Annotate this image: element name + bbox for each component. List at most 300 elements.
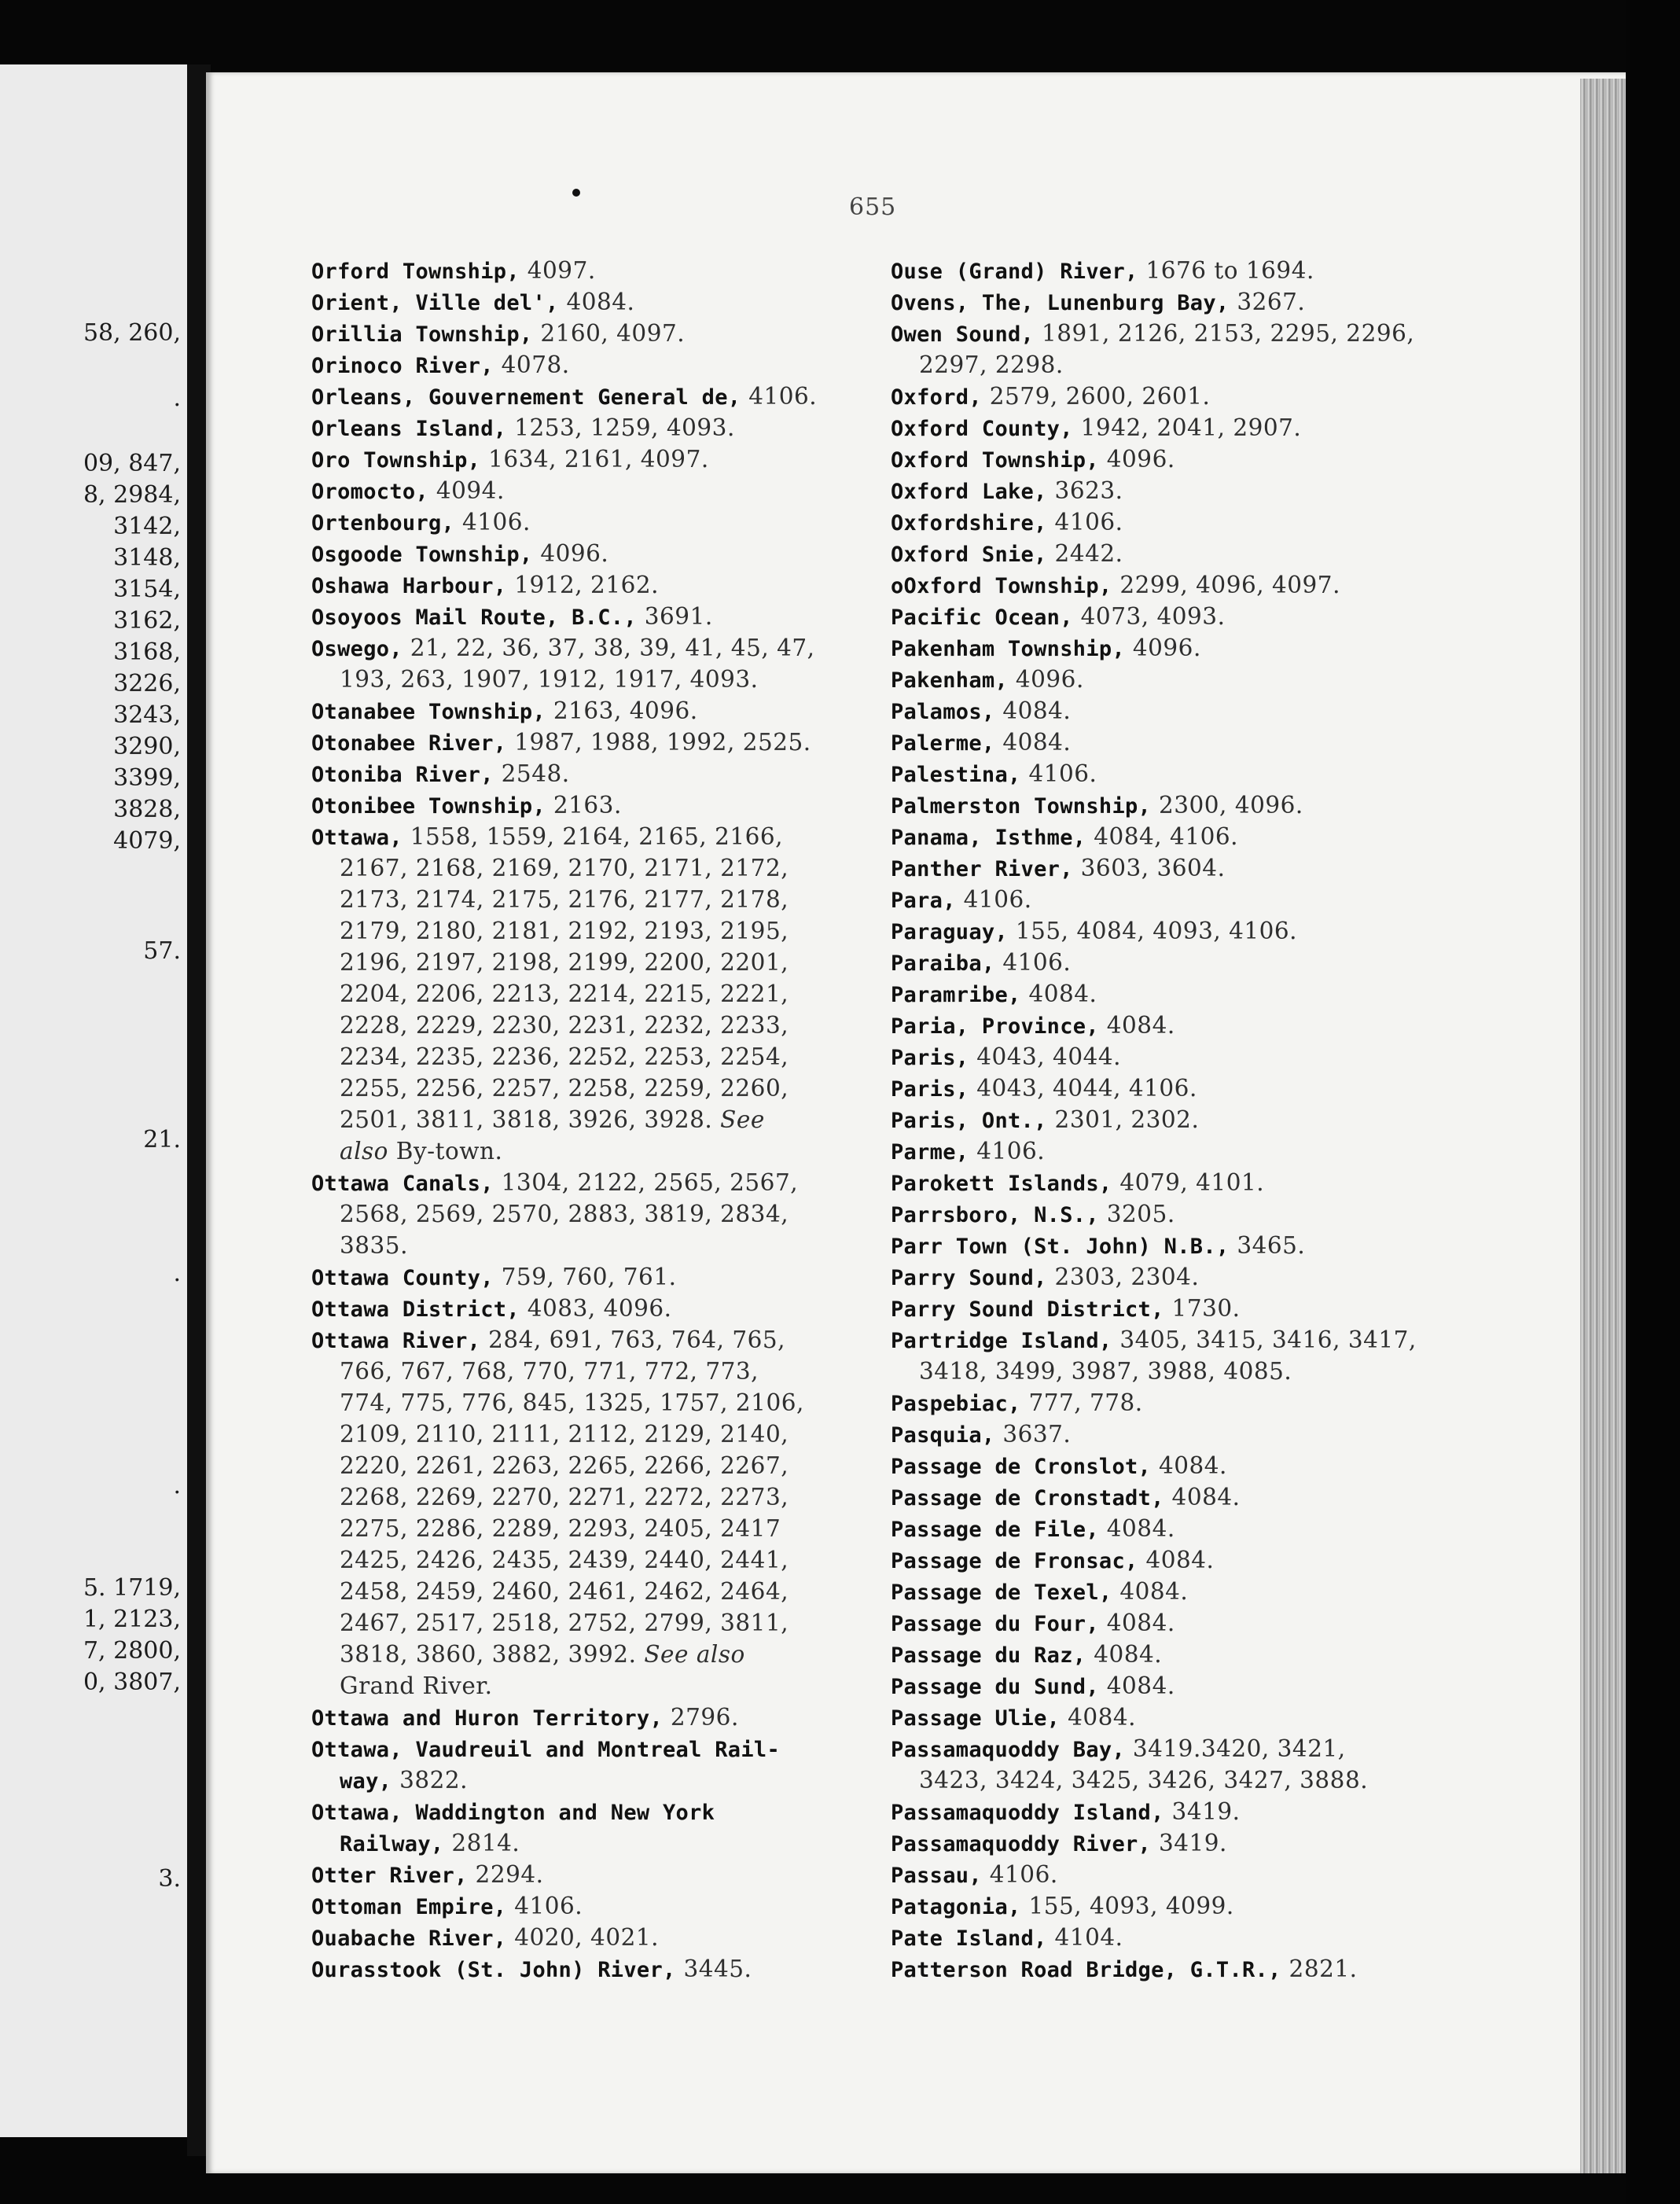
- index-entry-line: [891, 1796, 1433, 1827]
- page-references: 4104.: [1046, 1924, 1123, 1951]
- left-page-text-fragment: .: [173, 1260, 181, 1287]
- index-heading: Paris, Ont.,: [891, 1109, 1047, 1133]
- index-heading: Parry Sound District,: [891, 1297, 1164, 1322]
- index-entry-line: [891, 758, 1433, 789]
- index-heading: Ottawa and Huron Territory,: [311, 1706, 663, 1731]
- index-entry-line: [311, 1198, 852, 1230]
- index-entry-line: [891, 1010, 1433, 1041]
- page-references: 4096.: [532, 540, 609, 567]
- page-references: 284, 691, 763, 764, 765,: [480, 1326, 786, 1353]
- page-references: 4097.: [519, 257, 596, 284]
- index-heading: Paria, Province,: [891, 1014, 1099, 1039]
- index-heading: Palamos,: [891, 700, 995, 724]
- page-references: 1987, 1988, 1992, 2525.: [506, 729, 811, 756]
- page-references: 2821.: [1281, 1956, 1358, 1982]
- index-entry-line: [891, 1859, 1433, 1890]
- index-heading: Passamaquoddy Bay,: [891, 1738, 1125, 1762]
- index-heading: Ouabache River,: [311, 1926, 507, 1951]
- index-heading: Paris,: [891, 1046, 969, 1070]
- index-entry-line: [891, 1702, 1433, 1733]
- index-entry-line: [891, 318, 1433, 349]
- page-references: 3822.: [392, 1767, 469, 1794]
- index-entry-line: [311, 1576, 852, 1607]
- index-heading: Passage de Cronstadt,: [891, 1486, 1164, 1510]
- index-entry-line: [891, 538, 1433, 569]
- index-entry-line: [891, 569, 1433, 601]
- index-entry-line: [891, 664, 1433, 695]
- page-references: 4106.: [981, 1861, 1058, 1888]
- index-entry-line: [891, 412, 1433, 443]
- page-references: 2301, 2302.: [1046, 1106, 1200, 1133]
- index-entry-line: [311, 1922, 852, 1953]
- index-heading: Paspebiac,: [891, 1392, 1021, 1416]
- index-entry-line: [311, 727, 852, 758]
- index-entry-line: [311, 1953, 852, 1985]
- index-entry-line: [311, 884, 852, 915]
- index-entry-line: [311, 506, 852, 538]
- page-references: 4106.: [741, 383, 818, 410]
- index-heading: Oromocto,: [311, 480, 428, 504]
- page-references: 4106.: [1020, 760, 1097, 787]
- index-heading: Passau,: [891, 1864, 982, 1888]
- page-references: 4084.: [1086, 1641, 1163, 1668]
- left-page-text-fragment: 8, 2984,: [83, 481, 181, 509]
- page-references: 2548.: [493, 760, 570, 787]
- left-page-text-fragment: 3243,: [113, 701, 181, 729]
- page-references: 4096.: [1125, 635, 1201, 661]
- page-references: 4096.: [1098, 446, 1175, 473]
- left-page-text-fragment: 57.: [143, 937, 181, 965]
- page-references: 4106.: [994, 949, 1072, 976]
- index-entry-line: [311, 758, 852, 789]
- page-references: 1634, 2161, 4097.: [480, 446, 709, 473]
- page-references: 2173, 2174, 2175, 2176, 2177, 2178,: [340, 886, 789, 913]
- index-entry-line: [891, 1324, 1433, 1356]
- page-references: 4096.: [1008, 666, 1084, 693]
- cross-reference: also: [340, 1138, 388, 1165]
- ink-speck: [572, 189, 580, 197]
- page-references: 155, 4093, 4099.: [1020, 1893, 1234, 1919]
- index-entry-line: [891, 1733, 1433, 1764]
- page-references: 1304, 2122, 2565, 2567,: [493, 1169, 799, 1196]
- page-references: 2163, 4096.: [546, 697, 698, 724]
- left-page-text-fragment: 0, 3807,: [83, 1669, 181, 1696]
- index-heading: Orford Township,: [311, 259, 520, 284]
- index-entry-line: [891, 978, 1433, 1010]
- page-references: 2579, 2600, 2601.: [981, 383, 1211, 410]
- index-entry-line: [311, 1450, 852, 1481]
- left-page-text-fragment: .: [173, 1472, 181, 1499]
- page-references: 4084.: [994, 697, 1072, 724]
- page-references: 2275, 2286, 2289, 2293, 2405, 2417: [340, 1515, 781, 1542]
- index-heading: Palestina,: [891, 763, 1021, 787]
- index-entry-line: [891, 947, 1433, 978]
- index-heading: Passage de Cronslot,: [891, 1455, 1152, 1479]
- index-heading: Ottawa Canals,: [311, 1172, 494, 1196]
- page-references: By-town.: [388, 1138, 503, 1165]
- index-heading: Ortenbourg,: [311, 511, 455, 535]
- index-entry-line: [311, 1670, 852, 1702]
- page-references: 4084.: [1164, 1484, 1241, 1510]
- index-column-left: [311, 255, 852, 1985]
- index-heading: Oxford Snie,: [891, 543, 1047, 567]
- index-entry-line: [891, 1198, 1433, 1230]
- scan-border: [1626, 0, 1680, 2204]
- index-entry-line: [311, 412, 852, 443]
- index-heading: Oswego,: [311, 637, 403, 661]
- index-entry-line: [311, 443, 852, 475]
- index-heading: Panama, Isthme,: [891, 826, 1086, 850]
- index-entry-line: [311, 978, 852, 1010]
- page-references: 2167, 2168, 2169, 2170, 2171, 2172,: [340, 855, 789, 881]
- index-entry-line: [311, 1167, 852, 1198]
- index-entry-line: [891, 1450, 1433, 1481]
- page-references: 4084.: [1138, 1547, 1215, 1573]
- index-entry-line: [891, 1073, 1433, 1104]
- page-references: 4084.: [1020, 981, 1097, 1007]
- index-heading: Paraguay,: [891, 920, 1008, 944]
- index-entry-line: [891, 443, 1433, 475]
- page-references: 2458, 2459, 2460, 2461, 2462, 2464,: [340, 1578, 789, 1605]
- page-references: 3835.: [340, 1232, 408, 1259]
- page-references: 3405, 3415, 3416, 3417,: [1112, 1326, 1417, 1353]
- index-entry-line: [311, 538, 852, 569]
- index-entry-line: [891, 1922, 1433, 1953]
- page-references: 1676 to 1694.: [1138, 257, 1314, 284]
- index-entry-line: [311, 1293, 852, 1324]
- index-heading: Pakenham,: [891, 668, 1008, 693]
- index-heading: Paramribe,: [891, 983, 1021, 1007]
- index-heading: Oxford,: [891, 385, 982, 410]
- index-heading: Oxford Township,: [891, 448, 1099, 473]
- index-entry-line: [891, 1827, 1433, 1859]
- page-references: 4079, 4101.: [1112, 1169, 1265, 1196]
- index-entry-line: [891, 1513, 1433, 1544]
- index-entry-line: [311, 1010, 852, 1041]
- index-heading: Ottawa District,: [311, 1297, 520, 1322]
- index-entry-line: [311, 381, 852, 412]
- index-entry-line: [311, 1796, 852, 1827]
- page-references: 2255, 2256, 2257, 2258, 2259, 2260,: [340, 1075, 789, 1102]
- index-entry-line: [891, 1261, 1433, 1293]
- left-page-text-fragment: 5. 1719,: [83, 1574, 181, 1602]
- index-entry-line: [891, 1293, 1433, 1324]
- left-page-text-fragment: 3162,: [113, 607, 181, 635]
- page-references: 3205.: [1098, 1201, 1175, 1227]
- index-entry-line: [311, 1733, 852, 1764]
- left-page-text-fragment: 3168,: [113, 638, 181, 666]
- index-heading: Passamaquoddy Island,: [891, 1801, 1164, 1825]
- index-heading: Ovens, The, Lunenburg Bay,: [891, 291, 1230, 315]
- index-heading: Orient, Ville del',: [311, 291, 559, 315]
- left-page-text-fragment: 4079,: [113, 827, 181, 855]
- index-heading: Parokett Islands,: [891, 1172, 1112, 1196]
- index-heading: Oxford Lake,: [891, 480, 1047, 504]
- index-heading: Ottawa River,: [311, 1329, 481, 1353]
- page-references: 155, 4084, 4093, 4106.: [1008, 918, 1298, 944]
- index-heading: Panther River,: [891, 857, 1073, 881]
- index-entry-line: [311, 1104, 852, 1135]
- index-heading: Orleans, Gouvernement General de,: [311, 385, 741, 410]
- page-references: 4084.: [1098, 1610, 1175, 1636]
- page-references: 3623.: [1046, 477, 1123, 504]
- index-entry-line: [891, 506, 1433, 538]
- page-references: 3691.: [636, 603, 713, 630]
- index-heading: Orleans Island,: [311, 417, 507, 441]
- page-references: 4106.: [506, 1893, 583, 1919]
- index-entry-line: [311, 1859, 852, 1890]
- index-heading: Passage du Raz,: [891, 1643, 1086, 1668]
- page-references: 1912, 2162.: [506, 572, 660, 598]
- page-references: 3419.3420, 3421,: [1125, 1735, 1346, 1762]
- index-entry-line: [891, 286, 1433, 318]
- index-entry-line: [311, 1544, 852, 1576]
- page-references: 1253, 1259, 4093.: [506, 414, 735, 441]
- index-heading: Passage du Sund,: [891, 1675, 1099, 1699]
- index-entry-line: [891, 601, 1433, 632]
- index-entry-line: [311, 789, 852, 821]
- index-heading: Oro Township,: [311, 448, 481, 473]
- page-references: 4020, 4021.: [506, 1924, 660, 1951]
- page-references: 3419.: [1164, 1798, 1241, 1825]
- index-heading: Passamaquoddy River,: [891, 1832, 1152, 1856]
- index-entry-line: [891, 1041, 1433, 1073]
- index-heading: Orinoco River,: [311, 354, 494, 378]
- page-references: 4084, 4106.: [1086, 823, 1239, 850]
- index-entry-line: [311, 632, 852, 664]
- page-references: 1942, 2041, 2907.: [1072, 414, 1302, 441]
- left-page-text-fragment: 3226,: [113, 670, 181, 697]
- page-references: 4106.: [1046, 509, 1123, 535]
- index-entry-line: [891, 789, 1433, 821]
- cross-reference: See: [712, 1106, 765, 1133]
- index-entry-line: [891, 1104, 1433, 1135]
- page-references: 2220, 2261, 2263, 2265, 2266, 2267,: [340, 1452, 789, 1479]
- cross-reference: See also: [636, 1641, 745, 1668]
- index-entry-line: [311, 1135, 852, 1167]
- index-entry-line: [311, 1764, 852, 1796]
- index-entry-line: [891, 1167, 1433, 1198]
- index-heading: Ourasstook (St. John) River,: [311, 1958, 676, 1982]
- index-entry-line: [891, 821, 1433, 852]
- index-heading: Passage de File,: [891, 1518, 1099, 1542]
- index-entry-line: [891, 349, 1433, 381]
- page-references: 3423, 3424, 3425, 3426, 3427, 3888.: [919, 1767, 1369, 1794]
- index-entry-line: [311, 664, 852, 695]
- page-references: 2163.: [546, 792, 622, 819]
- page-references: 4073, 4093.: [1072, 603, 1226, 630]
- page-references: 2300, 4096.: [1151, 792, 1303, 819]
- page-references: 4094.: [428, 477, 505, 504]
- index-entry-line: [891, 1607, 1433, 1639]
- page-references: 4084.: [1060, 1704, 1137, 1731]
- page-references: 3637.: [994, 1421, 1072, 1448]
- index-heading: Ottoman Empire,: [311, 1895, 507, 1919]
- index-entry-line: [891, 695, 1433, 727]
- index-entry-line: [891, 1764, 1433, 1796]
- index-heading: Parrsboro, N.S.,: [891, 1203, 1099, 1227]
- index-entry-line: [891, 1670, 1433, 1702]
- index-entry-line: [311, 1041, 852, 1073]
- page-references: 2568, 2569, 2570, 2883, 3819, 2834,: [340, 1201, 789, 1227]
- index-heading: Otanabee Township,: [311, 700, 546, 724]
- index-entry-line: [311, 1356, 852, 1387]
- page-references: 4078.: [493, 351, 570, 378]
- left-page-text-fragment: 3.: [158, 1865, 181, 1893]
- index-entry-line: [311, 1481, 852, 1513]
- index-entry-line: [891, 727, 1433, 758]
- index-heading: Ottawa, Waddington and New York: [311, 1801, 715, 1825]
- index-heading: Palmerston Township,: [891, 794, 1152, 819]
- index-entry-line: [891, 475, 1433, 506]
- index-heading: Paris,: [891, 1077, 969, 1102]
- index-entry-line: [311, 318, 852, 349]
- page-references: 2467, 2517, 2518, 2752, 2799, 3811,: [340, 1610, 789, 1636]
- page-references: 1558, 1559, 2164, 2165, 2166,: [402, 823, 784, 850]
- index-entry-line: [311, 1387, 852, 1418]
- left-page-text-fragment: 21.: [143, 1126, 181, 1154]
- page-references: 766, 767, 768, 770, 771, 772, 773,: [340, 1358, 759, 1385]
- index-heading: Owen Sound,: [891, 322, 1035, 347]
- index-entry-line: [311, 475, 852, 506]
- page-references: 2814.: [443, 1830, 520, 1856]
- page-references: 193, 263, 1907, 1912, 1917, 4093.: [340, 666, 759, 693]
- left-page-text-fragment: 3290,: [113, 733, 181, 760]
- index-entry-line: [891, 632, 1433, 664]
- page-references: 2442.: [1046, 540, 1123, 567]
- index-entry-line: [891, 1356, 1433, 1387]
- index-entry-line: [891, 1135, 1433, 1167]
- page-references: 3445.: [675, 1956, 752, 1982]
- page-references: 2294.: [467, 1861, 544, 1888]
- index-heading: Paraiba,: [891, 951, 995, 976]
- page-references: 2160, 4097.: [532, 320, 686, 347]
- index-entry-line: [311, 695, 852, 727]
- index-entry-line: [311, 286, 852, 318]
- left-page-text-fragment: 58, 260,: [83, 319, 181, 347]
- left-page-text-fragment: 3142,: [113, 513, 181, 540]
- page-references: 4084.: [994, 729, 1072, 756]
- page-references: 3603, 3604.: [1072, 855, 1226, 881]
- left-page-text-fragment: 09, 847,: [83, 450, 181, 477]
- page-references: 4084.: [1112, 1578, 1189, 1605]
- page-references: 4084.: [1098, 1515, 1175, 1542]
- page-references: 2303, 2304.: [1046, 1264, 1200, 1290]
- index-heading: Parry Sound,: [891, 1266, 1047, 1290]
- index-heading: Pasquia,: [891, 1423, 995, 1448]
- index-entry-line: [311, 569, 852, 601]
- page-references: 2425, 2426, 2435, 2439, 2440, 2441,: [340, 1547, 789, 1573]
- index-heading: Passage de Texel,: [891, 1580, 1112, 1605]
- index-entry-line: [311, 349, 852, 381]
- page-references: 3465.: [1229, 1232, 1306, 1259]
- index-heading: oOxford Township,: [891, 574, 1112, 598]
- index-heading: Parr Town (St. John) N.B.,: [891, 1234, 1230, 1259]
- page-references: 1891, 2126, 2153, 2295, 2296,: [1034, 320, 1415, 347]
- index-heading: Pate Island,: [891, 1926, 1047, 1951]
- index-entry-line: [891, 1544, 1433, 1576]
- index-entry-line: [891, 1230, 1433, 1261]
- page-references: 2228, 2229, 2230, 2231, 2232, 2233,: [340, 1012, 789, 1039]
- index-heading: Passage de Fronsac,: [891, 1549, 1138, 1573]
- left-page-text-fragment: 3148,: [113, 544, 181, 572]
- page-references: 2501, 3811, 3818, 3926, 3928.: [340, 1106, 713, 1133]
- left-page-text-fragment: 3828,: [113, 796, 181, 823]
- page-references: 2179, 2180, 2181, 2192, 2193, 2195,: [340, 918, 789, 944]
- index-heading: Ouse (Grand) River,: [891, 259, 1138, 284]
- index-heading: Pacific Ocean,: [891, 605, 1073, 630]
- page-references: 777, 778.: [1020, 1389, 1143, 1416]
- index-entry-line: [311, 1513, 852, 1544]
- index-entry-line: [311, 1607, 852, 1639]
- left-page-text-fragment: .: [173, 385, 181, 412]
- index-heading: Otonabee River,: [311, 731, 507, 756]
- page-references: 3419.: [1151, 1830, 1227, 1856]
- index-entry-line: [891, 915, 1433, 947]
- index-entry-line: [311, 1073, 852, 1104]
- page-references: Grand River.: [340, 1672, 493, 1699]
- index-entry-line: [311, 1230, 852, 1261]
- index-heading: Oxford County,: [891, 417, 1073, 441]
- index-entry-line: [891, 1481, 1433, 1513]
- index-heading: Patterson Road Bridge, G.T.R.,: [891, 1958, 1281, 1982]
- index-heading: Para,: [891, 889, 956, 913]
- index-heading: Oshawa Harbour,: [311, 574, 507, 598]
- page-edge-shadow: [1580, 79, 1626, 2173]
- index-heading: Osgoode Township,: [311, 543, 533, 567]
- page-references: 4043, 4044.: [969, 1043, 1122, 1070]
- left-page-text-fragment: 1, 2123,: [83, 1606, 181, 1633]
- page-references: 4043, 4044, 4106.: [969, 1075, 1197, 1102]
- page-references: 4084.: [1151, 1452, 1227, 1479]
- page-references: 2268, 2269, 2270, 2271, 2272, 2273,: [340, 1484, 789, 1510]
- page-references: 4084.: [1098, 1672, 1175, 1699]
- index-heading: way,: [340, 1769, 392, 1794]
- index-heading: Palerme,: [891, 731, 995, 756]
- index-entry-line: [311, 1890, 852, 1922]
- index-entry-line: [891, 1576, 1433, 1607]
- page-references: 21, 22, 36, 37, 38, 39, 41, 45, 47,: [402, 635, 815, 661]
- index-entry-line: [891, 1387, 1433, 1418]
- index-heading: Partridge Island,: [891, 1329, 1112, 1353]
- index-entry-line: [891, 1890, 1433, 1922]
- page-references: 4084.: [1098, 1012, 1175, 1039]
- index-heading: Otoniba River,: [311, 763, 494, 787]
- index-entry-line: [891, 1639, 1433, 1670]
- index-heading: Oxfordshire,: [891, 511, 1047, 535]
- page-references: 2204, 2206, 2213, 2214, 2215, 2221,: [340, 981, 789, 1007]
- index-heading: Pakenham Township,: [891, 637, 1125, 661]
- index-entry-line: [311, 915, 852, 947]
- page-references: 4106.: [955, 886, 1032, 913]
- page-number: 655: [849, 193, 897, 221]
- index-heading: Ottawa, Vaudreuil and Montreal Rail-: [311, 1738, 780, 1762]
- page-references: 1730.: [1164, 1295, 1241, 1322]
- index-heading: Otter River,: [311, 1864, 468, 1888]
- index-heading: Ottawa County,: [311, 1266, 494, 1290]
- index-entry-line: [891, 1418, 1433, 1450]
- index-entry-line: [311, 1827, 852, 1859]
- index-entry-line: [311, 1702, 852, 1733]
- page-references: 2234, 2235, 2236, 2252, 2253, 2254,: [340, 1043, 789, 1070]
- page-references: 4106.: [454, 509, 531, 535]
- index-heading: Orillia Township,: [311, 322, 533, 347]
- index-entry-line: [311, 852, 852, 884]
- index-entry-line: [311, 821, 852, 852]
- index-heading: Railway,: [340, 1832, 444, 1856]
- index-entry-line: [891, 255, 1433, 286]
- index-entry-line: [311, 1261, 852, 1293]
